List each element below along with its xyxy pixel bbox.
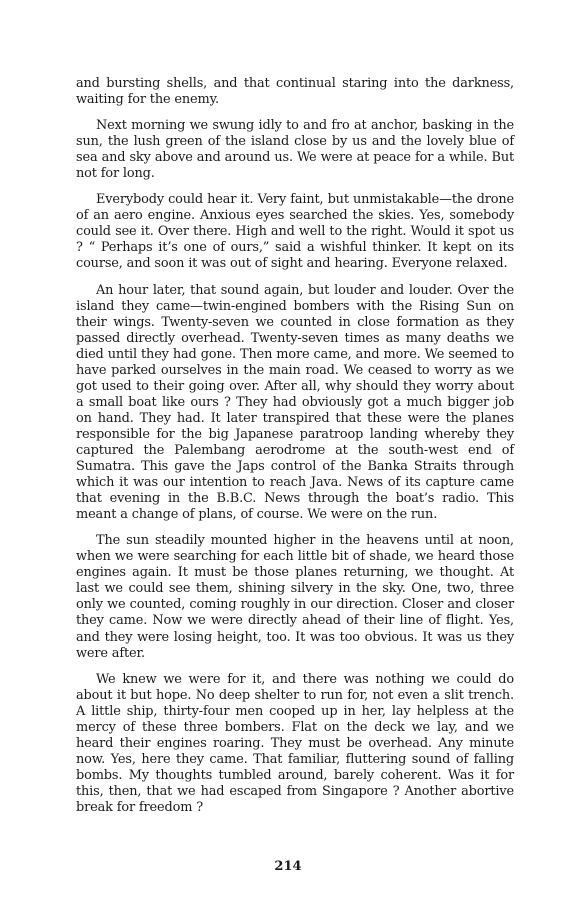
paragraph-next-morning: Next morning we swung idly to and fro at anchor, basking in the sun, the lush green of the island close by us and the lovely blue of sea and sky above and around us. We were at peace for a while. But not for long. [76,118,514,182]
paragraph-drone: Everybody could hear it. Very faint, but unmistakable—the drone of an aero engine. Anxious eyes searched the skies. Yes, somebody could see it. Over there. High and well to the right. Would it spot us ? “ Perhaps it’s one of ours,” said a wishful thinker. It kept on its course, and soon it was out of sight and hearing. Everyone relaxed. [76,192,514,272]
page-number: 214 [274,859,302,874]
paragraph-bombers: An hour later, that sound again, but louder and louder. Over the island they came—twin-engined bombers with the Rising Sun on their wings. Twenty-seven we counted in close formation as they passed directly overhead. Twenty-seven times as many deaths we died until they had gone. Then more came, and more. We seemed to have parked ourselves in the main road. We ceased to worry as we got used to their going over. After all, why should they worry about a small boat like ours ? They had obviously got a much bigger job on hand. They had. It later transpired that these were the planes responsible for the big Japanese paratroop landing whereby they captured the Palembang aerodrome at the south-west end of Sumatra. This gave the Japs control of the Banka Straits through which it was our intention to reach Java. News of its capture came that evening in the B.B.C. News through the boat’s radio. This meant a change of plans, of course. We were on the run. [76,282,514,523]
paragraph-noon: The sun steadily mounted higher in the heavens until at noon, when we were searching for each little bit of shade, we heard those engines again. It must be those planes returning, we thought. At last we could see them, shining silvery in the sky. One, two, three only we counted, coming roughly in our direction. Closer and closer they came. Now we were directly ahead of their line of flight. Yes, and they were losing height, too. It was too obvious. It was us they were after. [76,533,514,661]
paragraph-bombing: We knew we were for it, and there was nothing we could do about it but hope. No deep shelter to run for, not even a slit trench. A little ship, thirty-four men cooped up in her, lay helpless at the mercy of these three bombers. Flat on the deck we lay, and we heard their engines roaring. They must be overhead. Any minute now. Yes, here they came. That familiar, fluttering sound of falling bombs. My thoughts tumbled around, barely coherent. Was it for this, then, that we had escaped from Singapore ? Another abortive break for freedom ? [76,671,514,815]
book-page-body [76,76,514,816]
paragraph-continued: and bursting shells, and that continual staring into the darkness, waiting for the enemy. [76,76,514,108]
